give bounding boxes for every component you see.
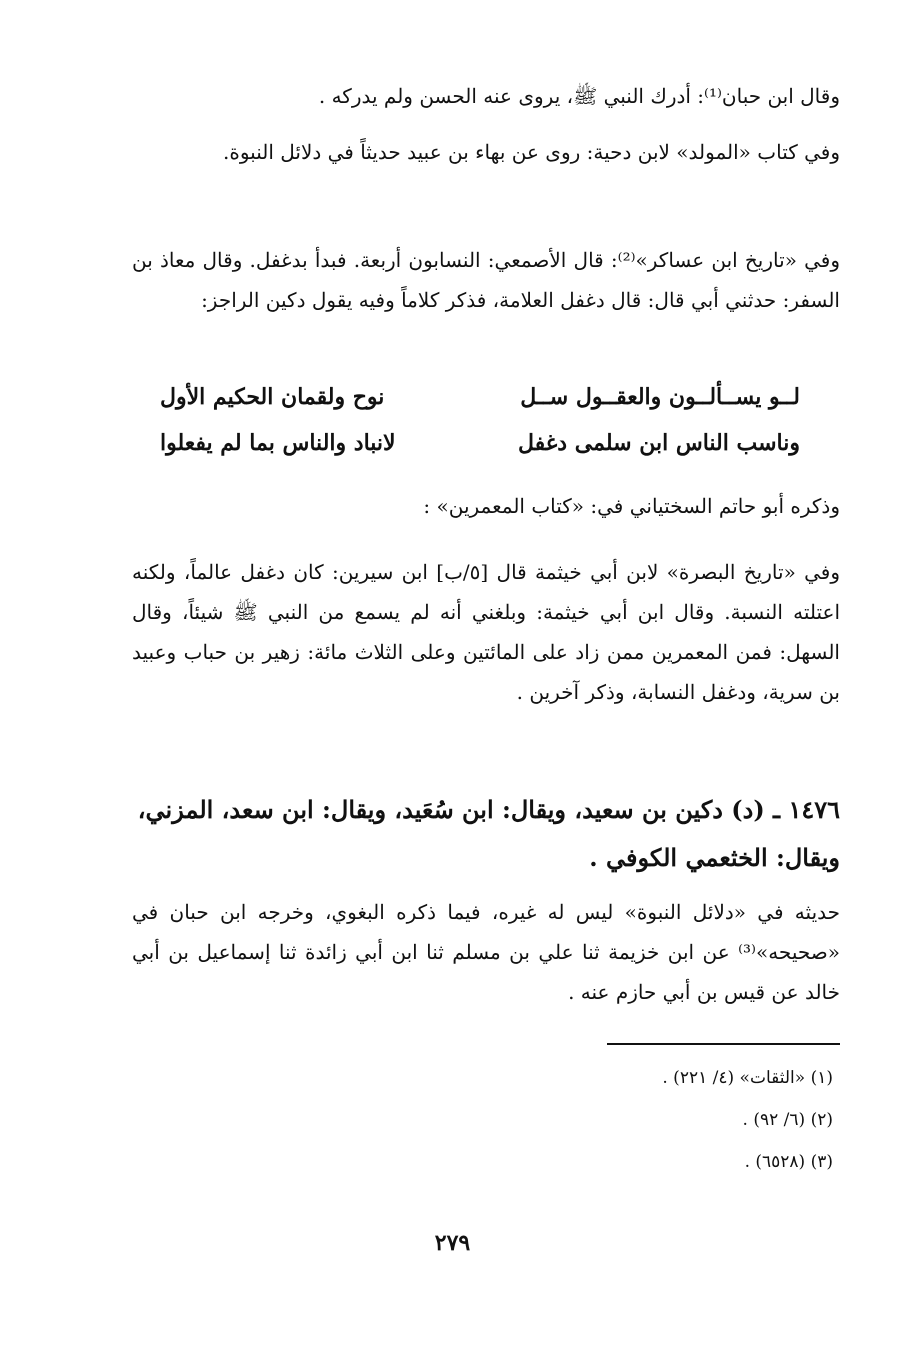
paragraph-hadith [132,892,840,1012]
verse-line [160,420,800,466]
verse-first-hemistich: لــو يســألــون والعقــول ســل [520,384,800,410]
paragraph-ibn-asakir [132,240,840,320]
page-number: ٢٧٩ [434,1230,471,1256]
footnote-divider [607,1043,840,1045]
paragraph-text: وفي كتاب «المولد» لابن دحية: روى عن بهاء بن عبيد حديثاً في دلائل النبوة. [223,140,840,164]
footnote-1: (١) «الثقات» (٤/ ٢٢١) . [662,1068,833,1088]
poem-verses [160,374,800,466]
verse-line [160,374,800,420]
verse-second-hemistich: لانباد والناس بما لم يفعلوا [160,430,396,456]
verse-second-hemistich: نوح ولقمان الحكيم الأول [160,384,385,410]
paragraph-ibn-hibban [132,76,840,116]
paragraph-text: وفي «تاريخ البصرة» لابن أبي خيثمة قال [٥/ب] ابن سيرين: كان دغفل عالماً، ولكنه اعتلته النسبة. وقال ابن أبي خيثمة: وبلغني أنه لم يسمع من النبي ﷺ شيئاً، وقال السهل: فمن المعمرين ممن زاد على المائتين وعلى الثلاث مائة: زهير بن حباب وعبيد بن سرية، ودغفل النسابة، وذكر آخرين . [132,560,841,704]
paragraph-mawlid [132,132,840,172]
paragraph-basra-history [132,552,840,712]
paragraph-text: وقال ابن حبان⁽¹⁾: أدرك النبي ﷺ، يروى عنه الحسن ولم يدركه . [318,84,840,108]
entry-heading: ١٤٧٦ ـ (د) دكين بن سعيد، ويقال: ابن سُعَيد، ويقال: ابن سعد، المزني، ويقال: الخثعمي الكوفي . [137,795,840,872]
verse-first-hemistich: وناسب الناس ابن سلمى دغفل [518,430,800,456]
paragraph-text: وذكره أبو حاتم السختياني في: «كتاب المعمرين» : [423,494,840,518]
paragraph-text: وفي «تاريخ ابن عساكر»⁽²⁾: قال الأصمعي: النسابون أربعة. فبدأ بدغفل. وقال معاذ بن السفر: حدثني أبي قال: قال دغفل العلامة، فذكر كلاماً وفيه يقول دكين الراجز: [132,248,841,312]
paragraph-abu-hatim [132,486,840,526]
footnote-3: (٣) (٦٥٢٨) . [744,1152,833,1172]
footnote-2: (٢) (٦/ ٩٢) . [742,1110,833,1130]
paragraph-text: حديثه في «دلائل النبوة» ليس له غيره، فيما ذكره البغوي، وخرجه ابن حبان في «صحيحه»⁽³⁾ عن ابن خزيمة ثنا علي بن مسلم ثنا ابن أبي زائدة ثنا إسماعيل بن أبي خالد عن قيس بن أبي حازم عنه . [132,900,840,1004]
